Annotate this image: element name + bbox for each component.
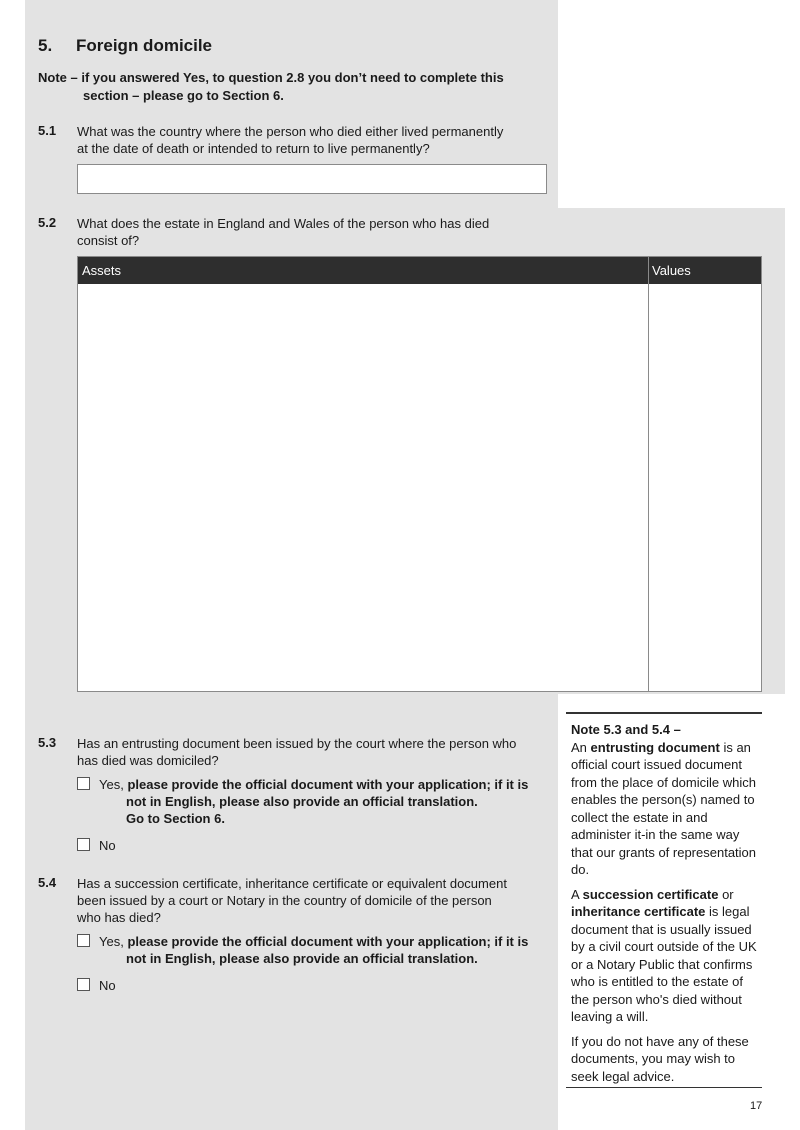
sidebar-p1-prefix: An (571, 739, 587, 755)
question-5-2-line-2: consist of? (77, 233, 140, 248)
sidebar-p2-body: is legal document that is usually issued by a civil court outside of the UK or a Notary Public that confirms who is entitled to the estate of the person who's died without leaving a will. (571, 904, 757, 1024)
question-5-4-no-label: No (99, 978, 116, 993)
question-5-4-yes-option (77, 933, 557, 969)
question-5-3-yes-option (77, 776, 557, 830)
question-5-4-no-option (77, 977, 277, 994)
sidebar-heading: Note 5.3 and 5.4 – (571, 722, 681, 737)
yes-instruction-1: please provide the official document with your application; if it is (127, 934, 529, 949)
sidebar-term-succession-certificate: succession certificate (582, 886, 719, 902)
note-line-2: section – please go to Section 6. (83, 88, 284, 103)
yes-instruction-3: Go to Section 6. (126, 811, 225, 826)
assets-cell[interactable] (78, 284, 648, 691)
question-5-1-number: 5.1 (38, 123, 57, 138)
question-5-3-line-1: Has an entrusting document been issued by the court where the person who (77, 736, 517, 751)
question-5-4-line-2: been issued by a court or Notary in the country of domicile of the person (77, 893, 492, 908)
sidebar-p2-prefix: A (571, 886, 579, 902)
values-cell[interactable] (649, 284, 761, 691)
question-5-3-text (77, 735, 557, 769)
question-5-3-number: 5.3 (38, 735, 57, 750)
country-of-domicile-input[interactable] (77, 164, 547, 194)
assets-table (77, 256, 762, 692)
sidebar-term-entrusting-document: entrusting document (590, 739, 720, 755)
sidebar-p1-body: is an official court issued document from the place of domicile which enables the person(s) named to collect the estate in and administer it-in the same way that our grants of representation do. (571, 739, 757, 877)
question-5-4-line-3: who has died? (77, 910, 161, 925)
yes-prefix: Yes, (99, 777, 124, 792)
question-5-4-yes-label (99, 933, 551, 967)
page-number: 17 (750, 1100, 763, 1112)
sidebar-term-inheritance-certificate: inheritance certificate (571, 904, 706, 919)
question-5-3-no-label: No (99, 838, 116, 853)
sidebar-p2-or: or (722, 886, 734, 902)
question-5-4-number: 5.4 (38, 875, 57, 890)
section-note (38, 69, 538, 105)
question-5-2-line-1: What does the estate in England and Wales of the person who has died (77, 216, 490, 231)
section-title (38, 36, 212, 56)
sidebar-note (566, 712, 762, 1088)
assets-table-header (78, 257, 761, 284)
sidebar-paragraph-3: If you do not have any of these documents, you may wish to seek legal advice. (571, 1033, 749, 1084)
question-5-3-no-checkbox[interactable] (77, 838, 90, 851)
yes-instruction-2: not in English, please also provide an official translation. (126, 794, 478, 809)
sidebar-paragraph-1 (566, 739, 762, 879)
question-5-1-text (77, 123, 557, 157)
sidebar-bottom-rule (566, 1087, 762, 1088)
question-5-3-yes-checkbox[interactable] (77, 777, 90, 790)
question-5-4-line-1: Has a succession certificate, inheritance certificate or equivalent document (77, 876, 507, 891)
note-line-1: Note – if you answered Yes, to question 2.8 you don’t need to complete this (38, 70, 504, 85)
column-header-values: Values (652, 263, 691, 278)
question-5-4-text (77, 875, 557, 926)
yes-instruction-2: not in English, please also provide an official translation. (126, 951, 478, 966)
question-5-1-line-2: at the date of death or intended to return to live permanently? (77, 141, 430, 156)
question-5-2-number: 5.2 (38, 215, 57, 230)
section-number: 5. (38, 36, 53, 55)
question-5-3-line-2: has died was domiciled? (77, 753, 219, 768)
question-5-2-text (77, 215, 557, 249)
question-5-3-yes-label (99, 776, 551, 827)
question-5-1-line-1: What was the country where the person who died either lived permanently (77, 124, 504, 139)
yes-prefix: Yes, (99, 934, 124, 949)
column-header-assets: Assets (82, 263, 122, 278)
yes-instruction-1: please provide the official document with your application; if it is (127, 777, 529, 792)
question-5-3-no-option (77, 837, 277, 854)
question-5-4-no-checkbox[interactable] (77, 978, 90, 991)
sidebar-paragraph-2 (566, 886, 762, 1026)
question-5-4-yes-checkbox[interactable] (77, 934, 90, 947)
section-heading: Foreign domicile (76, 36, 213, 55)
